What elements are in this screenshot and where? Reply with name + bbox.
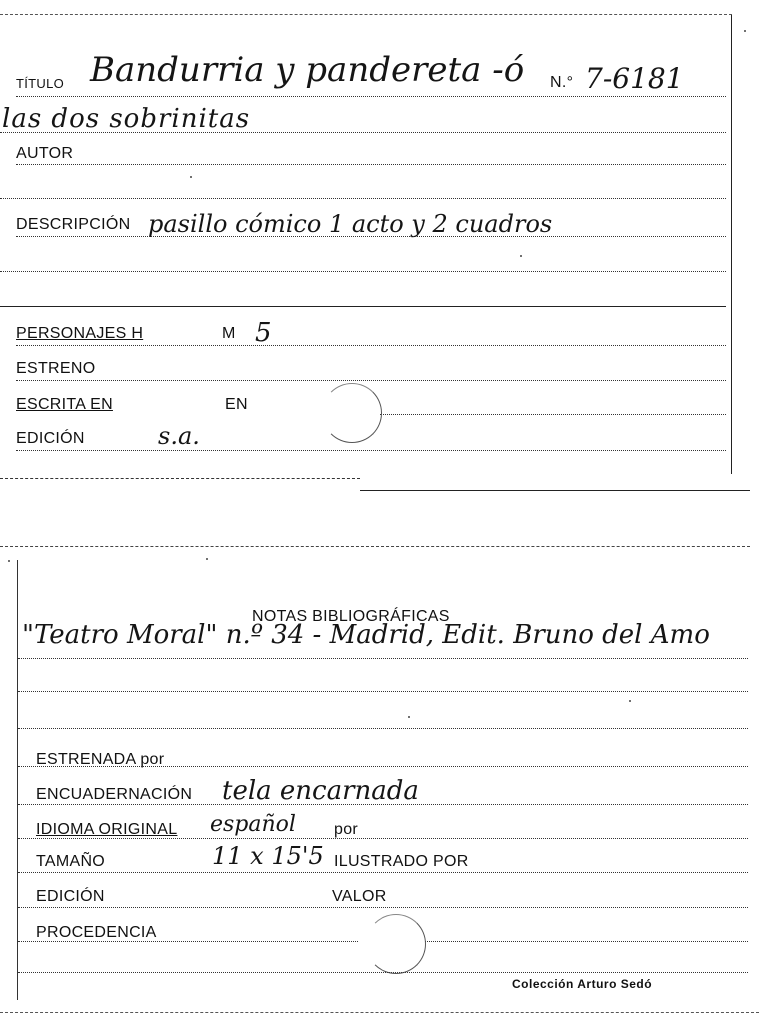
notas-title: NOTAS BIBLIOGRÁFICAS xyxy=(252,608,450,625)
descripcion-rule-3 xyxy=(0,306,726,307)
estrenada-label: ESTRENADA por xyxy=(36,751,165,768)
notas-rule-3 xyxy=(18,728,748,729)
catalog-card-front xyxy=(0,0,759,494)
card-right-edge xyxy=(731,14,732,474)
estrenada-rule xyxy=(18,766,748,767)
tamano-value: 11 x 15'5 xyxy=(212,842,324,870)
descripcion-label: DESCRIPCIÓN xyxy=(16,216,131,233)
card-top-edge xyxy=(0,546,750,547)
titulo-rule-2 xyxy=(0,132,726,133)
descripcion-rule xyxy=(16,236,726,237)
numero-label: N.° xyxy=(550,74,574,91)
estreno-rule xyxy=(16,380,726,381)
speck xyxy=(744,30,746,32)
edicion-label-back: EDICIÓN xyxy=(36,888,105,905)
punch-hole-front xyxy=(322,383,382,443)
estreno-label: ESTRENO xyxy=(16,360,96,377)
titulo-rule xyxy=(16,96,726,97)
notas-rule xyxy=(18,658,748,659)
speck xyxy=(408,716,410,718)
personajes-m-value: 5 xyxy=(255,318,272,348)
notas-rule-2 xyxy=(18,691,748,692)
encuadernacion-label: ENCUADERNACIÓN xyxy=(36,786,193,803)
edicion-rule xyxy=(16,450,726,451)
descripcion-value: pasillo cómico 1 acto y 2 cuadros xyxy=(148,210,553,238)
personajes-label: PERSONAJES H xyxy=(16,325,144,342)
speck xyxy=(520,255,522,257)
titulo-label: TÍTULO xyxy=(16,76,65,91)
speck xyxy=(629,700,631,702)
idioma-label: IDIOMA ORIGINAL xyxy=(36,821,178,838)
catalog-card-back xyxy=(0,540,759,1028)
valor-label: VALOR xyxy=(332,888,387,905)
punch-hole-back xyxy=(366,914,426,974)
speck xyxy=(190,176,192,178)
idioma-value: español xyxy=(210,812,296,837)
procedencia-label: PROCEDENCIA xyxy=(36,924,157,941)
edicion-value: s.a. xyxy=(158,422,200,450)
personajes-m-label: M xyxy=(222,325,236,342)
titulo-value-line2: las dos sobrinitas xyxy=(2,104,251,134)
card-top-edge xyxy=(0,14,732,15)
card-bottom-edge-right xyxy=(360,490,750,491)
descripcion-rule-2 xyxy=(0,271,726,272)
tamano-rule xyxy=(18,872,748,873)
escrita-rule xyxy=(380,414,726,415)
notas-value: "Teatro Moral" n.º 34 - Madrid, Edit. Bruno del Amo xyxy=(22,620,710,650)
idioma-por-label: por xyxy=(334,821,359,838)
personajes-rule xyxy=(16,345,726,346)
titulo-value: Bandurria y pandereta -ó xyxy=(90,50,525,90)
card-bottom-edge-left xyxy=(0,478,360,479)
coleccion-stamp: Colección Arturo Sedó xyxy=(512,977,653,991)
procedencia-rule-2 xyxy=(425,941,748,942)
tamano-label: TAMAÑO xyxy=(36,853,106,870)
numero-value: 7-6181 xyxy=(585,62,684,95)
speck xyxy=(206,558,208,560)
final-rule xyxy=(18,972,748,973)
idioma-rule xyxy=(18,838,748,839)
procedencia-rule xyxy=(18,941,358,942)
edicion-rule-back xyxy=(18,907,748,908)
autor-rule-2 xyxy=(0,198,726,199)
encuadernacion-rule xyxy=(18,804,748,805)
card-bottom-edge xyxy=(0,1012,759,1013)
speck xyxy=(8,560,10,562)
ilustrado-label: ILUSTRADO POR xyxy=(334,853,469,870)
encuadernacion-value: tela encarnada xyxy=(222,776,419,806)
autor-label: AUTOR xyxy=(16,145,74,162)
edicion-label: EDICIÓN xyxy=(16,430,85,447)
escrita-en-label: ESCRITA EN xyxy=(16,396,113,413)
autor-rule xyxy=(16,164,726,165)
card-left-edge xyxy=(17,560,18,1000)
escrita-en2-label: EN xyxy=(225,396,248,413)
